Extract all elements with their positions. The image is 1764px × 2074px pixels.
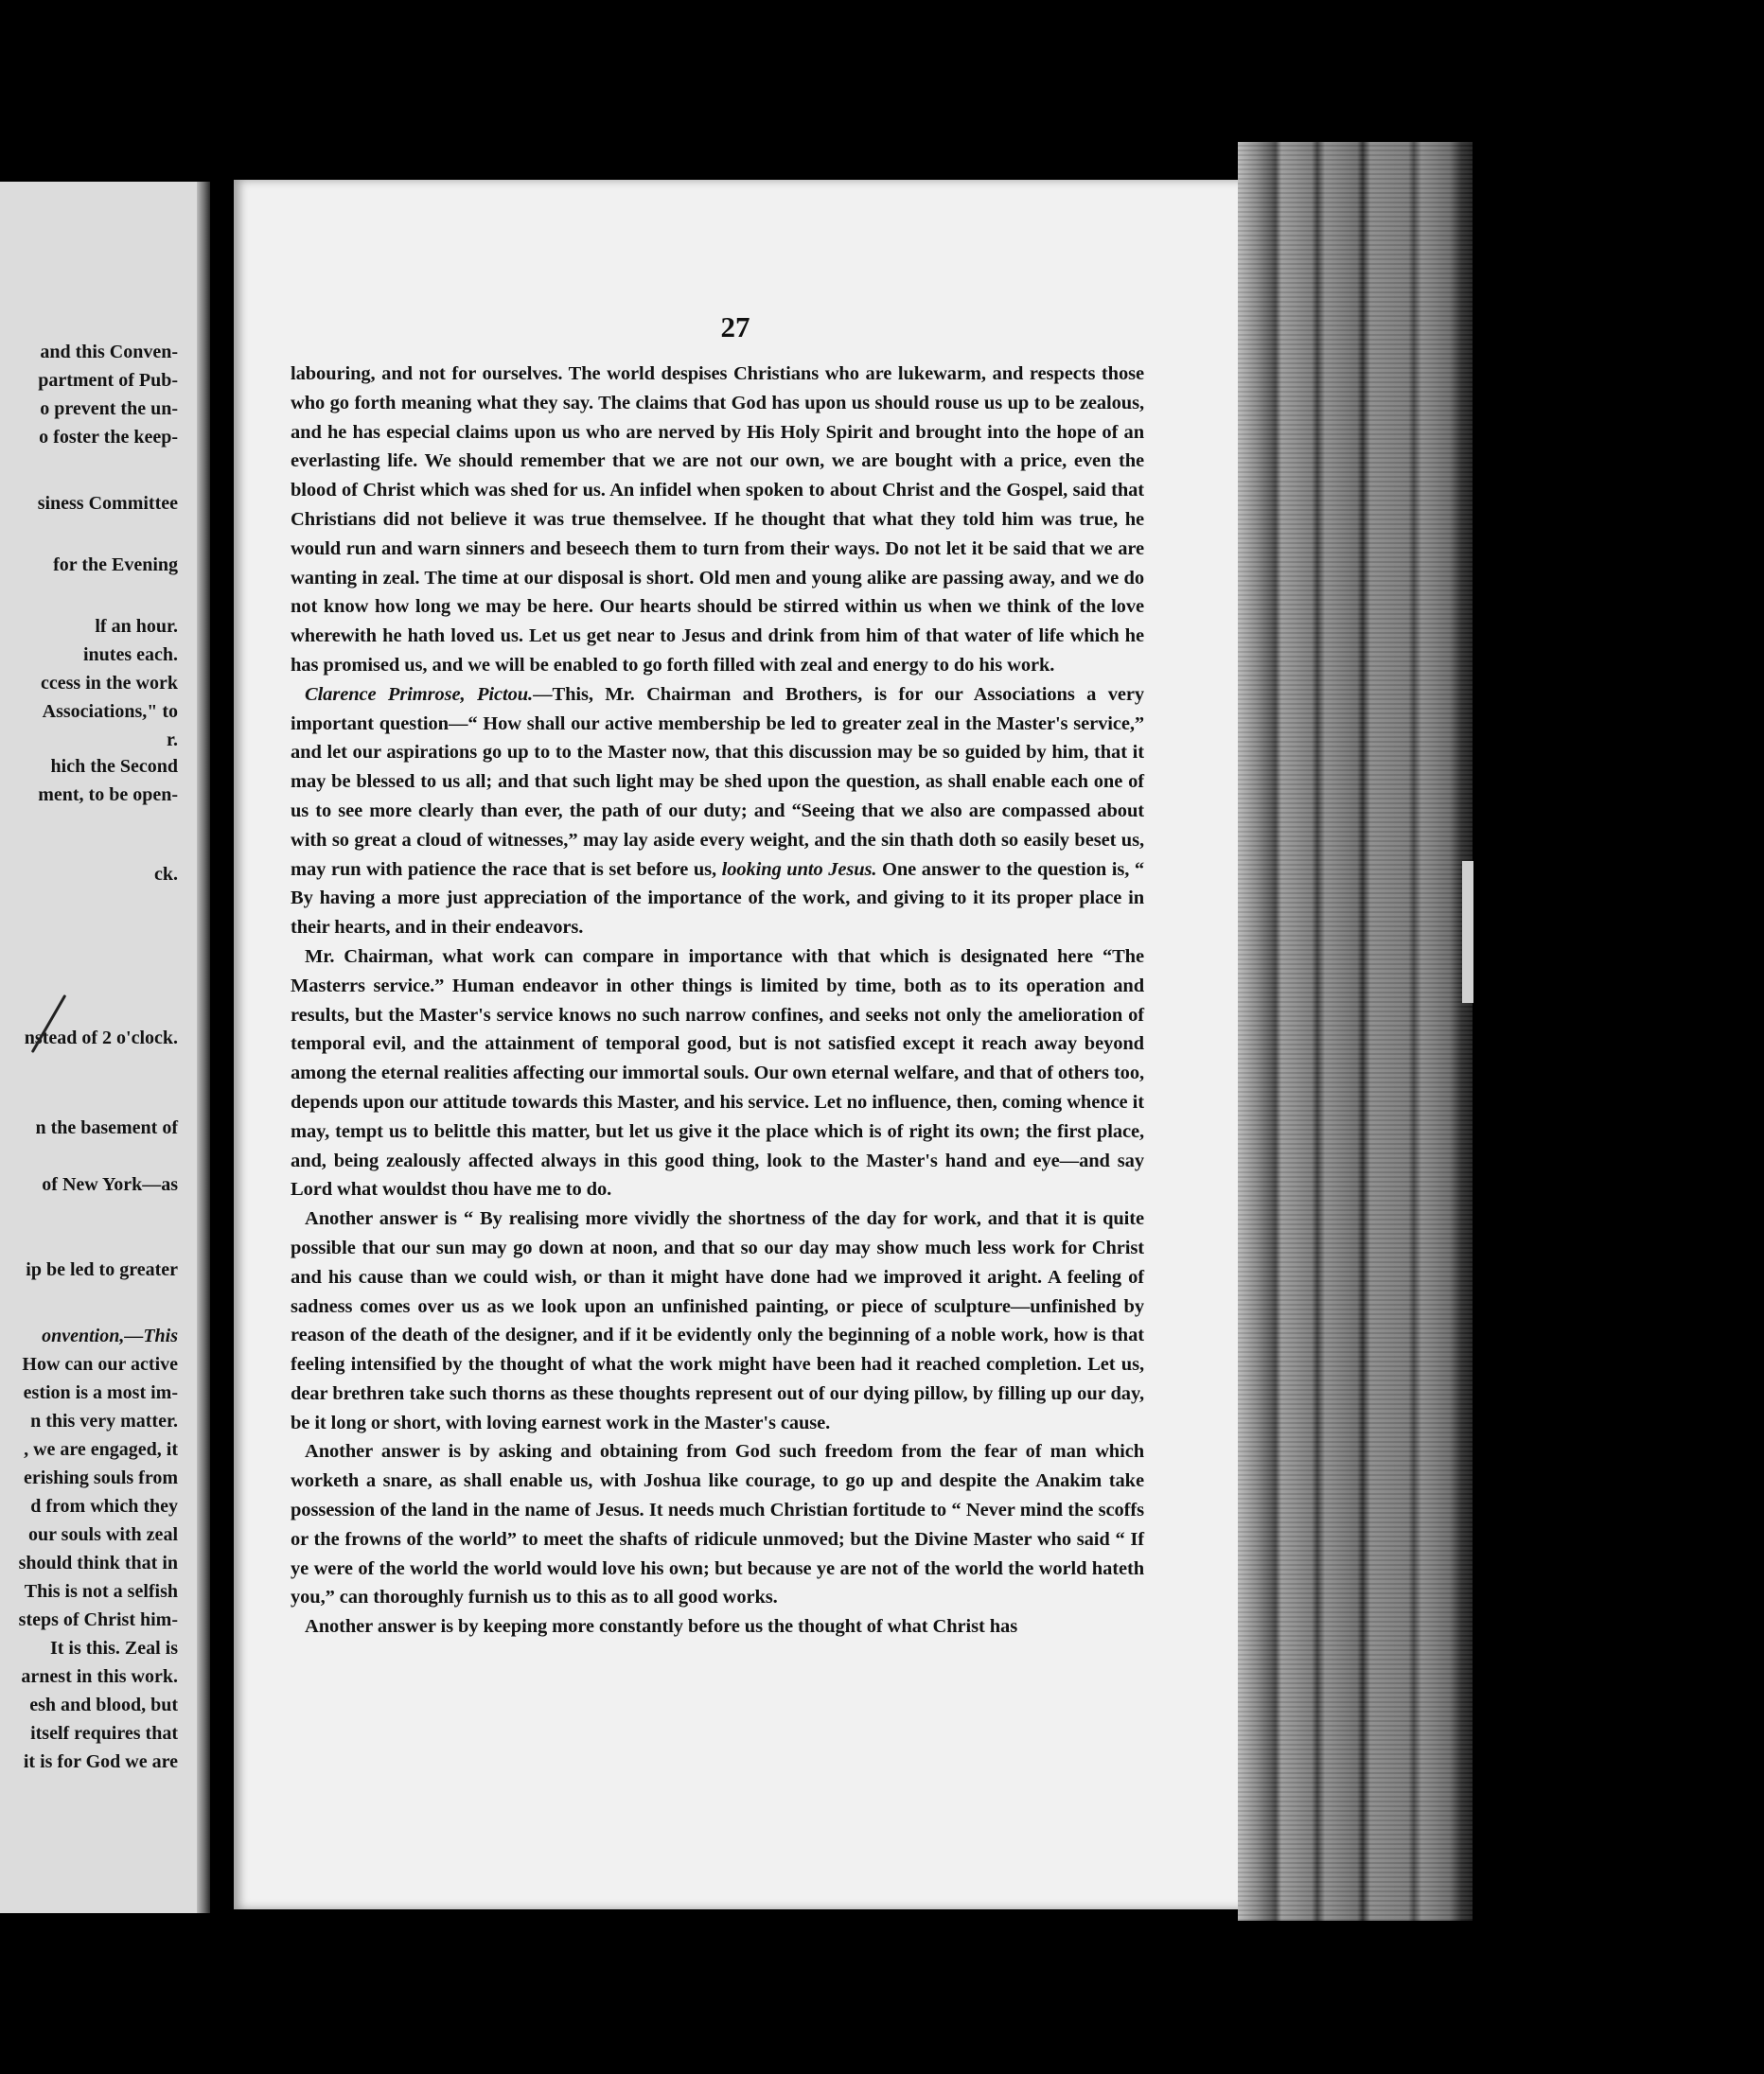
left-page-line: Associations," to bbox=[42, 701, 178, 722]
left-page-line: siness Committee bbox=[37, 493, 178, 514]
left-page-line: should think that in bbox=[18, 1553, 178, 1573]
paragraph-5: Another answer is by keeping more constantly before us the thought of what Christ has bbox=[305, 1616, 1018, 1638]
left-page-line: arnest in this work. bbox=[21, 1666, 178, 1687]
left-page-line: d from which they bbox=[30, 1496, 178, 1517]
left-page-line: , we are engaged, it bbox=[24, 1439, 178, 1460]
book-edge-highlight bbox=[1462, 861, 1473, 1003]
left-page-line: n the basement of bbox=[35, 1117, 178, 1138]
left-page-line: it is for God we are bbox=[23, 1751, 178, 1772]
left-page-line: partment of Pub- bbox=[38, 370, 178, 391]
left-page-line: lf an hour. bbox=[95, 616, 178, 637]
left-page-line: ip be led to greater bbox=[26, 1259, 178, 1280]
book-gutter bbox=[197, 182, 210, 1913]
left-page-line: steps of Christ him- bbox=[18, 1609, 178, 1630]
left-page-line: r. bbox=[166, 729, 178, 750]
left-page-line: How can our active bbox=[22, 1354, 178, 1375]
paragraph-2: Mr. Chairman, what work can compare in importance with that which is designated here “The Masterrs service.” Human endeavor in other things is limited by time, both as to its operation and results, but the Master's service knows no such narrow confines, and seeks not only the amelioration of temporal evil, and the attainment of temporal good, but is not satisfied except it reach away beyond among the eternal realities affecting our immortal souls. Our own eternal welfare, and that of others too, depends upon our attitude towards this Master, and his service. Let no influence, then, coming whence it may, tempt us to belittle this matter, but let us give it the place which is of right its own; the first place, and, being zealously affected always in this good thing, look to the Master's hand and eye—and say Lord what wouldst thou have me to do. bbox=[291, 945, 1144, 1201]
left-page-line: for the Evening bbox=[53, 554, 178, 575]
speaker-emphasis: looking unto Jesus. bbox=[721, 858, 877, 880]
page-27 bbox=[234, 180, 1246, 1909]
left-page-line: nstead of 2 o'clock. bbox=[24, 1028, 178, 1048]
left-page-line: o foster the keep- bbox=[39, 427, 178, 448]
left-page-line: ck. bbox=[154, 864, 178, 885]
left-page-line: onvention,—This bbox=[42, 1326, 178, 1346]
paragraph-3: Another answer is “ By realising more vividly the shortness of the day for work, and that it is quite possible that our sun may go down at noon, and that so our day may show much less work for Christ and his cause than we could wish, or than it might have done had we improved it aright. A feeling of sadness comes over us as we look upon an unfinished painting, or piece of sculpture—unfinished by reason of the death of the designer, and if it be evidently only the beginning of a noble work, how is that feeling intensified by the thought of what the work might have been had it reached completion. Let us, dear brethren take such thorns as these thoughts represent out of our dying pillow, by filling up our day, be it long or short, with loving earnest work in the Master's cause. bbox=[291, 1208, 1144, 1433]
left-page-line: This is not a selfish bbox=[24, 1581, 178, 1602]
left-page-line: n this very matter. bbox=[30, 1411, 178, 1432]
paragraph-speaker bbox=[291, 680, 1144, 942]
left-page-line: ment, to be open- bbox=[38, 784, 178, 805]
facing-page-left bbox=[0, 182, 210, 1913]
left-page-line: hich the Second bbox=[50, 756, 178, 777]
left-page-line: inutes each. bbox=[83, 644, 178, 665]
left-page-line: of New York—as bbox=[42, 1174, 178, 1195]
left-page-line: and this Conven- bbox=[40, 342, 178, 362]
left-page-line: o prevent the un- bbox=[40, 398, 178, 419]
speaker-text: —This, Mr. Chairman and Brothers, is for our Associations a very important question—“ How shall our active membership be led to greater zeal in the Master's service,” and let our aspirations go up to to the Master now, that this discussion may be so guided by him, that it may be blessed to us all; and that such light may be shed upon the question, as shall enable each one of us to see more clearly than ever, the path of our duty; and “Seeing that we also are compassed about with so great a cloud of witnesses,” may lay aside every weight, and the sin thath doth so easily beset us, may run with patience the race that is set before us, bbox=[291, 683, 1144, 880]
left-page-line: our souls with zeal bbox=[28, 1524, 178, 1545]
page-number: 27 bbox=[720, 310, 750, 343]
paragraph-4: Another answer is by asking and obtaining from God such freedom from the fear of man which worketh a snare, as shall enable us, with Joshua like courage, to go up and despite the Anakim take possession of the land in the name of Jesus. It needs much Christian fortitude to “ Never mind the scoffs or the frowns of the world” to meet the shafts of ridicule unmoved; but the Divine Master who said “ If ye were of the world the world would love his own; but because ye are not of the world the world hateth you,” can thoroughly furnish us to this as to all good works. bbox=[291, 1441, 1144, 1608]
speaker-name: Clarence Primrose, Pictou. bbox=[305, 683, 534, 705]
speaker-text-after: One answer to the question is, “ By having a more just appreciation of the importance of the work, and giving to it its proper place in their hearts, and in their endeavors. bbox=[291, 858, 1144, 939]
left-page-line: ccess in the work bbox=[41, 673, 178, 694]
page-body bbox=[291, 360, 1144, 1642]
left-page-line: itself requires that bbox=[30, 1723, 178, 1744]
left-page-line: It is this. Zeal is bbox=[49, 1638, 178, 1659]
paragraph-1: labouring, and not for ourselves. The world despises Christians who are lukewarm, and respects those who go forth meaning what they say. The claims that God has upon us should rouse us up to be zealous, and he has especial claims upon us who are nerved by His Holy Spirit and brought into the hope of an everlasting life. We should remember that we are not our own, we are bought with a price, even the blood of Christ which was shed for us. An infidel when spoken to about Christ and the Gospel, said that Christians did not believe it was true themselvee. If he thought that what they told him was true, he would run and warn sinners and beseech them to turn from their ways. Do not let it be said that we are wanting in zeal. The time at our disposal is short. Old men and young alike are passing away, and we do not know how long we may be here. Our hearts should be stirred within us when we think of the love wherewith he hath loved us. Let us get near to Jesus and drink from him of that water of life which he has promised us, and we will be enabled to go forth filled with zeal and energy to do his work. bbox=[291, 363, 1144, 676]
left-page-line: esh and blood, but bbox=[29, 1695, 178, 1715]
left-page-line: erishing souls from bbox=[24, 1468, 178, 1488]
book-page-edges bbox=[1238, 142, 1473, 1921]
left-page-line: estion is a most im- bbox=[23, 1382, 178, 1403]
